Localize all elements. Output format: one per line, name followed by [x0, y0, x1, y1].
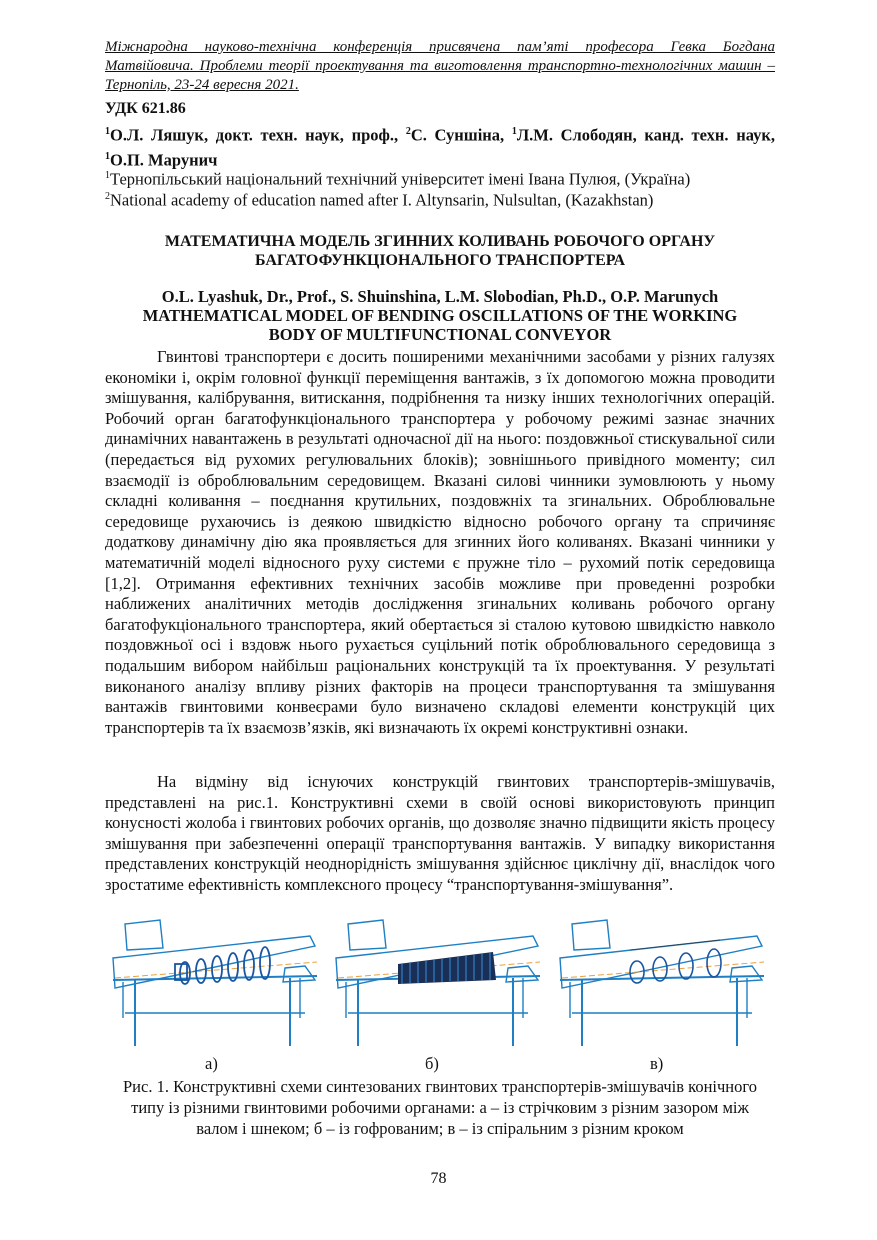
page-number: 78 [430, 1170, 447, 1187]
conveyor-diagram-c [552, 918, 772, 1053]
title-line: MATHEMATICAL MODEL OF BENDING OSCILLATIONS OF THE WORKING [142, 306, 738, 325]
affil-marker: 2 [105, 191, 110, 202]
body-paragraph-2: На відміну від існуючих конструкцій гвинтових транспортерів-змішувачів, представлені на рис.1. Конструктивні схеми в своїй основі використовують принцип конусності жолоба і гвинтових робочих органів, що дозволяє значно підвищити якість процесу змішування при забезпеченні операції транспортування вантажів. У випадку використання представлених конструкцій неоднорідність змішування здійснює циклічну дії, внаслідок чого зростатиме ефективність комплексного процесу “транспортування-змішування”. [105, 772, 775, 894]
affiliation-text: Тернопільський національний технічний університет імені Івана Пулюя, (Україна) [110, 169, 691, 189]
udc-code: УДК 621.86 [105, 100, 186, 117]
author-4: О.П. Марунич [110, 150, 218, 169]
title-ukrainian [105, 232, 775, 270]
title-english [105, 306, 775, 344]
author-1: О.Л. Ляшук, докт. техн. наук, проф., [110, 125, 406, 145]
figure-caption: Рис. 1. Конструктивні схеми синтезованих гвинтових транспортерів-змішувачів конічного типу із різними гвинтовими робочими органами: а – із стрічковим з різним зазором між валом і шнеком; б – із гофрованим; в – із спіральним з різним кроком [122, 1077, 757, 1138]
conference-header: Міжнародна науково-технічна конференція присвячена пам’яті професора Гевка Богдана Матвійовича. Проблеми теорії проектування та виготовлення транспортно-технологічних машин – Тернопіль, 23-24 вересня 2021. [105, 39, 775, 93]
affil-marker: 2 [405, 126, 411, 137]
affil-marker: 1 [105, 126, 110, 137]
title-line: МАТЕМАТИЧНА МОДЕЛЬ ЗГИННИХ КОЛИВАНЬ РОБОЧОГО ОРГАНУ [164, 233, 716, 250]
body-paragraph-1: Гвинтові транспортери є досить поширеними механічними засобами у різних галузях економіки і, окрім головної функції переміщення вантажів, з їх допомогою можна проводити змішування, калібрування, витискання, подрібнення та низку інших технологічних операцій. Робочий орган багатофункціонального транспортера у робочому режимі зазнає значних динамічних навантажень в результаті одночасної дії на нього: поздовжньої стискувальної сили (передається від рухомих регулювальних блоків); зовнішнього привідного моменту; сил взаємодії із оброблювальним середовищем. Вказані силові чинники зумовлюють у ньому складні коливання – поєднання крутильних, поздовжніх та згинальних. Оброблювальне середовище рухаючись із деякою швидкістю відносно робочого органу та спричиняє додаткову динамічну дію яка проявляється для згинних його коливанях. Вказані чинники у математичній моделі відносного руху системи є пружне тіло – рухомий потік середовища [1,2]. Отримання ефективних технічних засобів можливе при проведенні розробки наближених аналітичних методів дослідження згинальних коливань робочого органу багатофукціонального транспортера, який обертається зі сталою кутовою швидкістю навколо поздовжньої осі і вздовж нього рухається суцільний потік оброблювального середовища з подальшим вибором найбільш раціональних конструкцій та їх проектування. У результаті виконаного аналізу впливу різних факторів на процеси транспортування та змішування вантажів гвинтовими конвеєрами було визначено складові елементи конструкцій цих транспортерів та їх взаємозв’язків, які визначають їх окремі конструктивні ознаки. [105, 347, 775, 737]
title-line: БАГАТОФУНКЦІОНАЛЬНОГО ТРАНСПОРТЕРА [254, 252, 626, 269]
authors-english: O.L. Lyashuk, Dr., Prof., S. Shuinshina, L.M. Slobodian, Ph.D., O.P. Marunych [161, 287, 719, 306]
affiliation-2 [105, 186, 775, 211]
affiliation-text: National academy of education named after I. Altynsarin, Nulsultan, (Kazakhstan) [110, 190, 654, 210]
figure-label-b: б) [425, 1054, 439, 1073]
affil-marker: 1 [511, 126, 517, 137]
figure-label-a: а) [205, 1054, 218, 1073]
authors-ua [105, 121, 775, 170]
figure-label-c: в) [650, 1054, 664, 1073]
affil-marker: 1 [105, 170, 110, 181]
figure-1 [100, 918, 780, 1053]
author-2: С. Суншіна, [410, 125, 512, 145]
conveyor-diagram-a [105, 918, 325, 1053]
author-3: Л.М. Слободян, канд. техн. наук, [516, 125, 775, 145]
title-line: BODY OF MULTIFUNCTIONAL CONVEYOR [268, 325, 612, 344]
affil-marker: 1 [105, 150, 110, 162]
conveyor-diagram-b [328, 918, 548, 1053]
